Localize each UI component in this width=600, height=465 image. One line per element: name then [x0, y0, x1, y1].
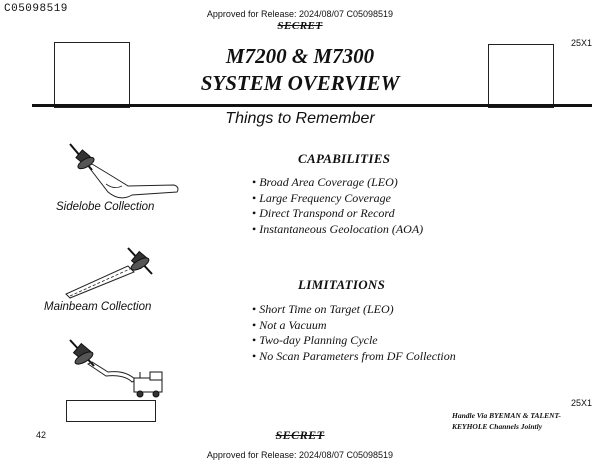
capabilities-heading: CAPABILITIES — [298, 151, 391, 166]
mainbeam-caption: Mainbeam Collection — [44, 301, 152, 313]
classification-top: SECRET — [277, 20, 323, 32]
page-number: 42 — [36, 430, 47, 440]
list-item: • Large Frequency Coverage — [252, 191, 423, 207]
release-stamp-bottom: Approved for Release: 2024/08/07 C05098519 — [206, 450, 394, 460]
title-line-2: SYSTEM OVERVIEW — [200, 71, 400, 95]
list-item: • Instantaneous Geolocation (AOA) — [252, 222, 423, 238]
list-item: • No Scan Parameters from DF Collection — [252, 349, 456, 365]
satellite-icon — [70, 144, 96, 171]
title-rule — [32, 104, 592, 107]
vehicle-icon — [134, 372, 162, 397]
margin-code-bottom: 25X1 — [570, 398, 592, 408]
subtitle: Things to Remember — [225, 110, 375, 127]
list-item: • Not a Vacuum — [252, 318, 456, 334]
release-stamp-top: Approved for Release: 2024/08/07 C05098519 — [206, 9, 394, 19]
list-item: • Short Time on Target (LEO) — [252, 302, 456, 318]
sidelobe-beam — [88, 164, 178, 198]
limitations-list — [252, 302, 456, 364]
sidelobe-caption: Sidelobe Collection — [56, 201, 155, 213]
ground-collection-illustration — [66, 336, 176, 400]
limitations-heading: LIMITATIONS — [298, 277, 386, 292]
downlink-beam — [88, 362, 136, 382]
handling-line-1: Handle Via BYEMAN & TALENT- — [452, 411, 561, 420]
margin-code-top: 25X1 — [570, 38, 592, 48]
list-item: • Two-day Planning Cycle — [252, 333, 456, 349]
mainbeam-illustration — [48, 244, 178, 304]
classification-bottom: SECRET — [275, 428, 325, 442]
handling-line-2: KEYHOLE Channels Jointly — [452, 422, 543, 431]
list-item: • Broad Area Coverage (LEO) — [252, 175, 423, 191]
list-item: • Direct Transpond or Record — [252, 206, 423, 222]
capabilities-list — [252, 175, 423, 237]
sidelobe-illustration — [62, 140, 192, 210]
title-line-1: M7200 & M7300 — [225, 44, 375, 68]
redaction-box-bottom — [66, 400, 156, 422]
document-id: C05098519 — [4, 3, 68, 15]
